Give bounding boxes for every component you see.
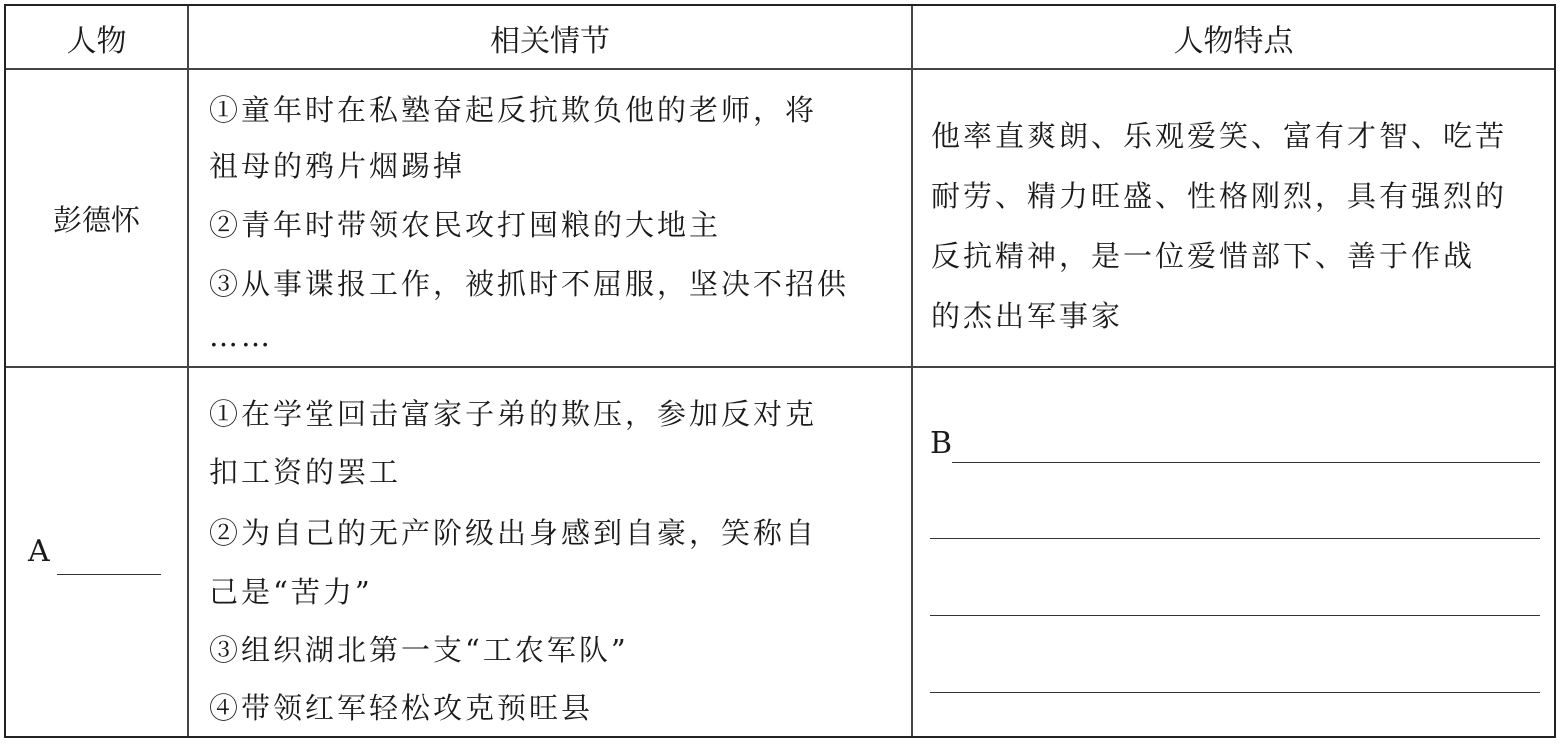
row2-plot-line: ④带领红军轻松攻克预旺县 bbox=[209, 691, 594, 725]
column-divider-2 bbox=[911, 6, 913, 736]
header-person: 人物 bbox=[66, 24, 127, 59]
blank-b-line[interactable] bbox=[930, 538, 1540, 539]
blank-b-line[interactable] bbox=[930, 615, 1540, 616]
row1-plot-line: ①童年时在私塾奋起反抗欺负他的老师，将 bbox=[209, 93, 818, 127]
blank-a-label: A bbox=[28, 534, 50, 569]
row2-plot-line: ③组织湖北第一支“工农军队” bbox=[209, 633, 629, 667]
column-divider-1 bbox=[187, 6, 189, 736]
row1-trait-line: 他率直爽朗、乐观爱笑、富有才智、吃苦 bbox=[931, 119, 1508, 153]
row2-plot-line: 己是“苦力” bbox=[209, 575, 373, 609]
row1-plot-line: 祖母的鸦片烟踢掉 bbox=[209, 149, 466, 183]
row1-person: 彭德怀 bbox=[52, 202, 140, 237]
character-table bbox=[4, 4, 1556, 738]
row1-plot-line: ②青年时带领农民攻打囤粮的大地主 bbox=[209, 208, 722, 242]
row2-plot-line: ②为自己的无产阶级出身感到自豪，笑称自 bbox=[209, 516, 818, 550]
blank-b-line[interactable] bbox=[952, 462, 1540, 463]
row1-trait-line: 的杰出军事家 bbox=[931, 299, 1124, 333]
header-plots: 相关情节 bbox=[490, 24, 610, 59]
row1-plot-line: …… bbox=[209, 319, 273, 353]
header-traits: 人物特点 bbox=[1173, 24, 1294, 59]
row1-trait-line: 反抗精神，是一位爱惜部下、善于作战 bbox=[931, 239, 1476, 273]
row2-plot-line: 扣工资的罢工 bbox=[209, 455, 402, 489]
blank-b-label: B bbox=[930, 426, 953, 461]
row1-trait-line: 耐劳、精力旺盛、性格刚烈，具有强烈的 bbox=[931, 179, 1508, 213]
blank-a-line[interactable] bbox=[57, 574, 161, 575]
row2-plot-line: ①在学堂回击富家子弟的欺压，参加反对克 bbox=[209, 397, 818, 431]
blank-b-line[interactable] bbox=[930, 692, 1540, 693]
row1-plot-line: ③从事谍报工作，被抓时不屈服，坚决不招供 bbox=[209, 267, 850, 301]
row-divider bbox=[6, 366, 1554, 368]
